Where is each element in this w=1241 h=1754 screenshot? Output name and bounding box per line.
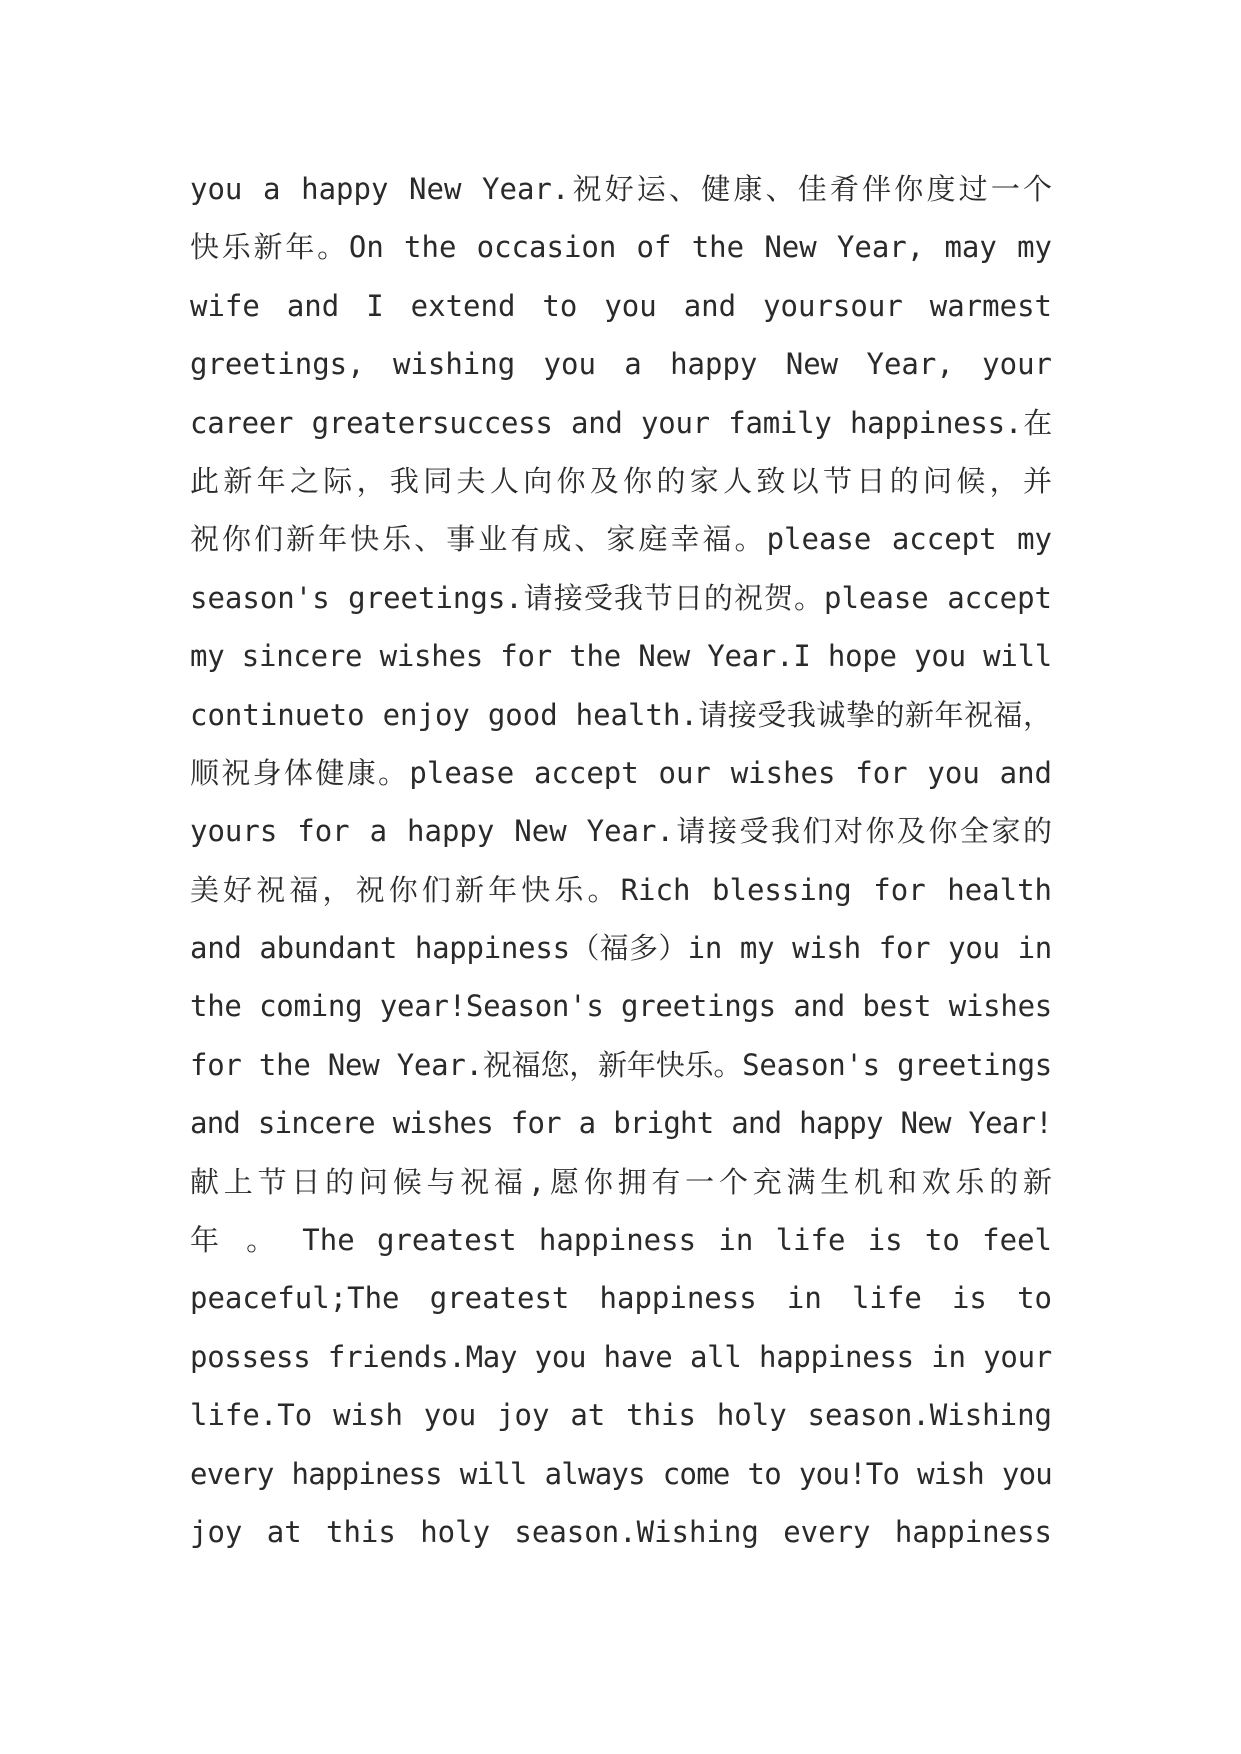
text-line: 快乐新年。On the occasion of the New Year, may my <box>190 230 1052 265</box>
text-line: you a happy New Year.祝好运、健康、佳肴伴你度过一个 <box>190 172 1052 206</box>
text-line: my sincere wishes for the New Year.I hope you will <box>190 639 1052 674</box>
text-line: the coming year!Season's greetings and best wishes <box>190 989 1052 1024</box>
text-line: peaceful;The greatest happiness in life is to <box>190 1281 1052 1316</box>
text-line: 年 。 The greatest happiness in life is to feel <box>190 1223 1052 1258</box>
text-line: yours for a happy New Year.请接受我们对你及你全家的 <box>190 814 1052 849</box>
text-line: and abundant happiness（福多）in my wish for you in <box>190 931 1052 966</box>
text-line: every happiness will always come to you!To wish you <box>190 1456 1052 1491</box>
text-line: 此新年之际，我同夫人向你及你的家人致以节日的问候，并 <box>190 463 1052 498</box>
text-line: life.To wish you joy at this holy season.Wishing <box>190 1398 1052 1433</box>
text-line: greetings, wishing you a happy New Year, your <box>190 347 1052 382</box>
text-line: and sincere wishes for a bright and happy New Year! <box>190 1106 1052 1141</box>
text-line: for the New Year.祝福您，新年快乐。Season's greetings <box>190 1047 1052 1082</box>
text-line: possess friends.May you have all happiness in your <box>190 1339 1052 1374</box>
text-line: wife and I extend to you and yoursour warmest <box>190 288 1052 323</box>
body-text <box>190 160 1052 1561</box>
text-line: career greatersuccess and your family happiness.在 <box>190 405 1052 440</box>
text-line: season's greetings.请接受我节日的祝贺。please accept <box>190 580 1052 615</box>
text-line: 献上节日的问候与祝福,愿你拥有一个充满生机和欢乐的新 <box>190 1164 1052 1199</box>
text-line: continueto enjoy good health.请接受我诚挚的新年祝福， <box>190 697 1052 732</box>
text-line: 祝你们新年快乐、事业有成、家庭幸福。please accept my <box>190 522 1052 557</box>
text-line: joy at this holy season.Wishing every happiness <box>190 1514 1052 1549</box>
text-line: 美好祝福，祝你们新年快乐。Rich blessing for health <box>190 872 1052 907</box>
text-line: 顺祝身体健康。please accept our wishes for you and <box>190 755 1052 790</box>
